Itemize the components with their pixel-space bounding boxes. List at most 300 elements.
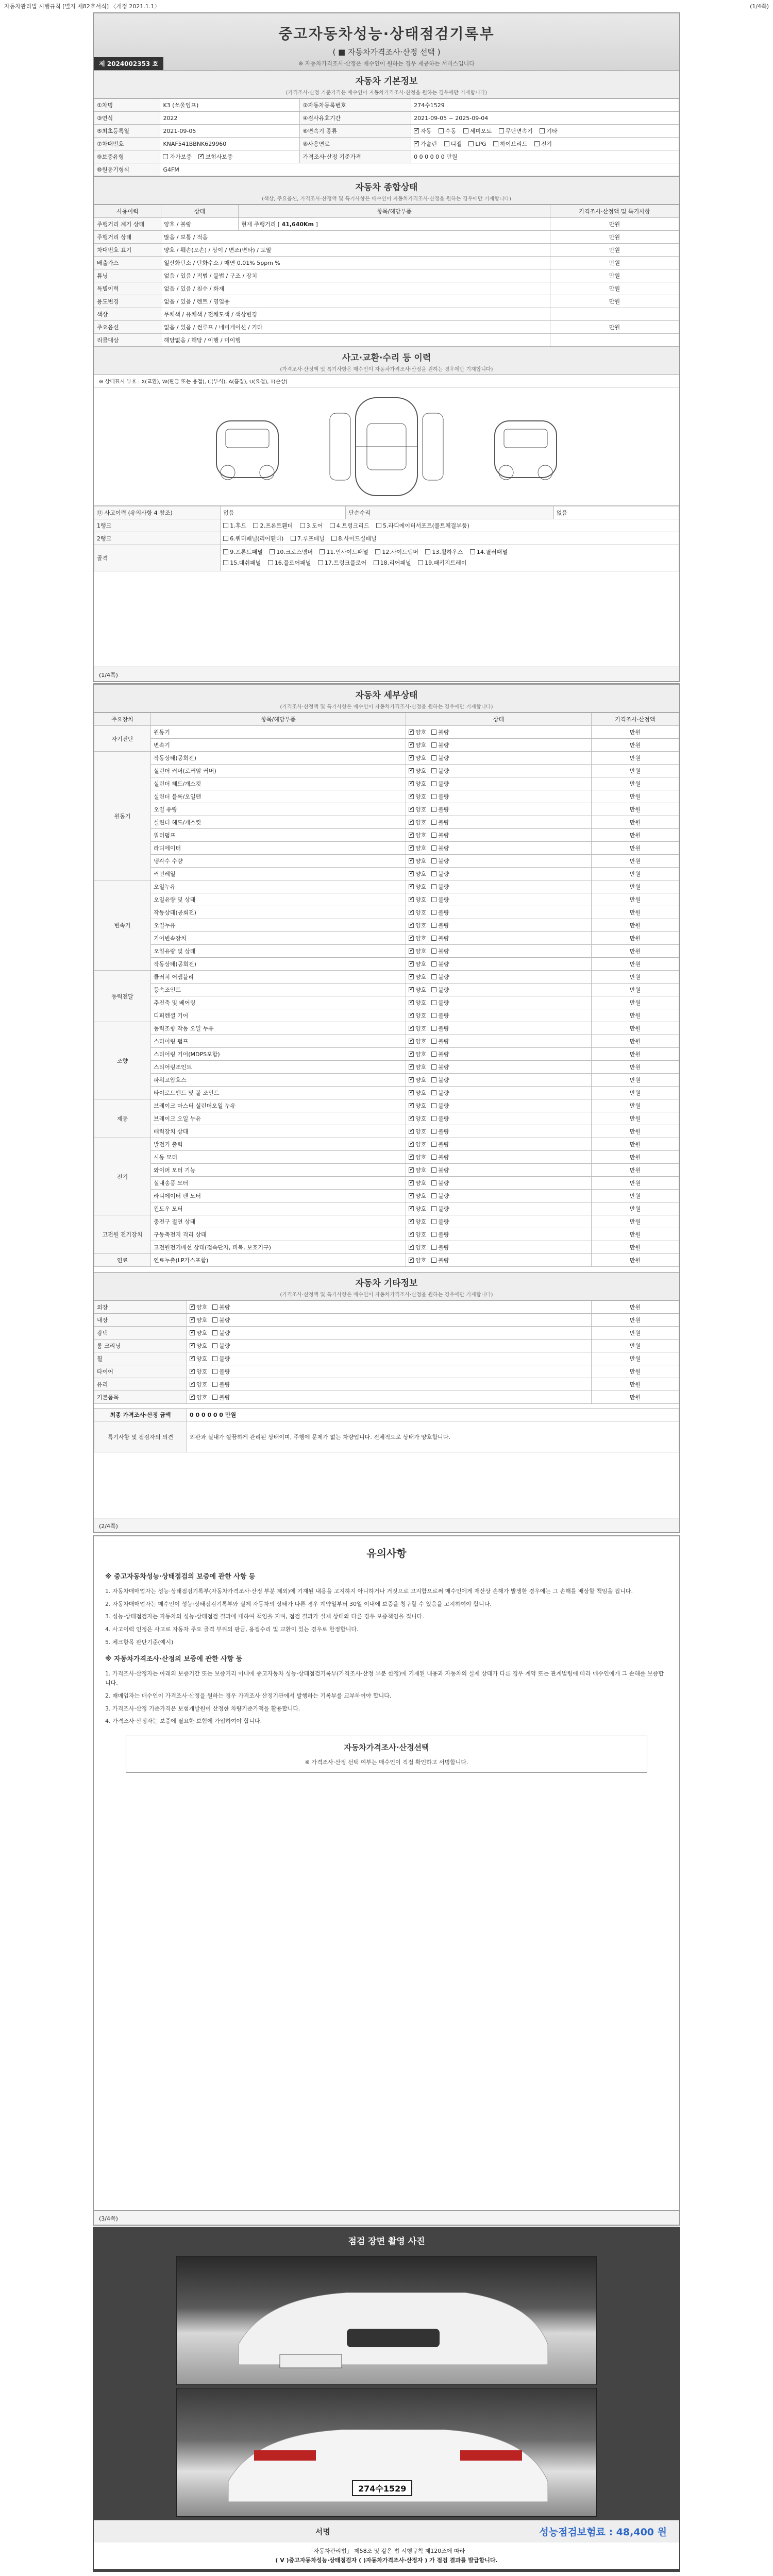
checkbox-icon	[375, 549, 380, 554]
detail-item-label: 실린더 헤드/개스킷	[151, 777, 406, 790]
detail-item-label: 타이로드엔드 및 볼 조인트	[151, 1087, 406, 1099]
checkbox-icon	[190, 1304, 195, 1310]
state-good-label: 양호	[415, 781, 427, 787]
other-row	[94, 1352, 679, 1365]
detail-item-label: 파워고압호스	[151, 1074, 406, 1087]
simple-repair-label: 단순수리	[346, 506, 553, 519]
detail-row	[94, 829, 679, 842]
checkbox-icon	[431, 1064, 436, 1070]
detail-row	[94, 765, 679, 777]
state-good-label: 양호	[415, 806, 427, 813]
mileage-label: 현재 주행거리	[241, 221, 276, 228]
license-plate: 274수1529	[352, 2480, 412, 2496]
checkbox-icon	[431, 1013, 436, 1018]
detail-row	[94, 1022, 679, 1035]
detail-row	[94, 1177, 679, 1190]
panel-item: 10.크로스멤버	[276, 549, 313, 555]
state-good-label: 양호	[415, 1077, 427, 1083]
other-row-state	[187, 1391, 592, 1404]
page-number: (1/4쪽)	[99, 672, 118, 679]
state-bad-label: 불량	[438, 871, 449, 877]
checkbox-icon	[493, 141, 498, 146]
checkbox-icon	[414, 128, 419, 133]
checkbox-icon	[409, 1090, 414, 1095]
checkbox-icon	[431, 755, 436, 760]
state-good-label: 양호	[415, 961, 427, 968]
frame-label: 골격	[94, 545, 221, 571]
checkbox-icon	[409, 730, 414, 735]
other-heading: 자동차 기타정보	[355, 1278, 418, 1289]
panel-item: 6.쿼터패널(리어휀더)	[230, 535, 284, 542]
checkbox-icon	[409, 1219, 414, 1224]
detail-item-price: 만원	[592, 1048, 679, 1061]
checkbox-icon	[376, 523, 381, 528]
checkbox-icon	[431, 1258, 436, 1263]
summary-row-note: 만원	[550, 321, 679, 334]
detail-group-label: 고전원 전기장치	[94, 1215, 151, 1254]
checkbox-icon	[212, 1330, 217, 1335]
detail-item-state	[406, 1035, 592, 1048]
checkbox-icon	[291, 536, 296, 541]
other-row-state	[187, 1378, 592, 1391]
detail-item-price: 만원	[592, 1190, 679, 1202]
rank2-label: 2랭크	[94, 532, 221, 545]
detail-item-state	[406, 1112, 592, 1125]
fuel-option: 가솔린	[421, 141, 438, 147]
checkbox-icon	[409, 1116, 414, 1121]
state-bad-label: 불량	[438, 961, 449, 968]
detail-row	[94, 971, 679, 984]
other-row	[94, 1340, 679, 1352]
checkbox-icon	[431, 936, 436, 941]
detail-item-state	[406, 971, 592, 984]
checkbox-icon	[223, 560, 228, 565]
state-bad-label: 불량	[438, 768, 449, 774]
detail-item-state	[406, 1061, 592, 1074]
warranty-label: ⑨보증유형	[94, 150, 160, 163]
checkbox-icon	[212, 1343, 217, 1348]
state-bad-label: 불량	[438, 819, 449, 826]
panel-item: 11.인사이드패널	[326, 549, 368, 555]
panel-item: 14.필러패널	[476, 549, 508, 555]
detail-item-label: 시동 모터	[151, 1151, 406, 1164]
basic-info-subheading: (가격조사·산정 기준가격은 매수인이 자동차가격조사·산정을 원하는 경우에만 기재합니다)	[285, 90, 488, 96]
detail-group-label: 전기	[94, 1138, 151, 1215]
detail-item-label: 동력조향 작동 오일 누유	[151, 1022, 406, 1035]
detail-item-label: 브레이크 오일 누유	[151, 1112, 406, 1125]
photo-section-title: 점검 장면 촬영 사진	[94, 2228, 679, 2253]
state-good-label: 양호	[415, 768, 427, 774]
checkbox-icon	[300, 523, 305, 528]
panel-item: 12.사이드멤버	[382, 549, 418, 555]
checkbox-icon	[431, 1219, 436, 1224]
panel-item: 3.도어	[306, 522, 323, 529]
checkbox-icon	[409, 1232, 414, 1237]
detail-row	[94, 945, 679, 958]
total-label: 최종 가격조사·산정 금액	[94, 1409, 187, 1421]
state-bad-label: 불량	[438, 1025, 449, 1032]
state-good-label: 양호	[415, 1025, 427, 1032]
detail-item-state	[406, 739, 592, 752]
detail-row	[94, 1112, 679, 1125]
other-row-price: 만원	[592, 1391, 679, 1404]
other-row-label: 타이어	[94, 1365, 187, 1378]
detail-item-state	[406, 984, 592, 996]
state-good-label: 양호	[415, 729, 427, 736]
fuel-option: 하이브리드	[500, 141, 528, 147]
detail-item-state	[406, 1099, 592, 1112]
frame-items	[221, 545, 679, 571]
checkbox-icon	[431, 961, 436, 967]
panel-item: 8.사이드실패널	[338, 535, 377, 542]
form-legal-reference: 자동차관리법 시행규칙 [별지 제82호서식] 〈개정 2021.1.1〉	[4, 3, 160, 10]
state-good-label: 양호	[415, 845, 427, 852]
summary-row-label: 배출가스	[94, 257, 161, 269]
transmission-option: 세미오토	[469, 128, 492, 134]
checkbox-icon	[431, 1116, 436, 1121]
first-reg-label: ⑤최초등록일	[94, 125, 160, 138]
state-bad-label: 불량	[438, 987, 449, 993]
detail-item-state	[406, 1241, 592, 1254]
checkbox-icon	[470, 549, 475, 554]
detail-item-state	[406, 932, 592, 945]
state-bad-label: 불량	[438, 1128, 449, 1135]
basic-info-table	[94, 98, 679, 176]
checkbox-icon	[409, 807, 414, 812]
state-bad-label: 불량	[438, 1077, 449, 1083]
state-bad-label: 불량	[438, 935, 449, 942]
state-bad-label: 불량	[438, 974, 449, 980]
checkbox-icon	[374, 560, 379, 565]
checkbox-icon	[198, 154, 204, 159]
state-bad-label: 불량	[438, 845, 449, 852]
detail-item-state	[406, 1022, 592, 1035]
state-good-label: 양호	[196, 1304, 208, 1311]
car-front-view-diagram	[201, 395, 294, 498]
checkbox-icon	[431, 1142, 436, 1147]
summary-row-label: 리콜대상	[94, 334, 161, 347]
detail-item-label: 실린더 헤드/개스킷	[151, 816, 406, 829]
detail-item-label: 라디에이터	[151, 842, 406, 855]
state-good-label: 양호	[415, 935, 427, 942]
checkbox-icon	[431, 730, 436, 735]
summary-table	[94, 205, 679, 347]
checkbox-icon	[540, 128, 545, 133]
state-bad-label: 불량	[438, 896, 449, 903]
detail-group-label: 변속기	[94, 880, 151, 971]
summary-row-state: 없음 / 있음 / 썬루프 / 네비게이션 / 기타	[161, 321, 550, 334]
detail-item-label: 오일누유	[151, 919, 406, 932]
summary-row-state: 많음 / 보통 / 적음	[161, 231, 550, 244]
detail-item-state	[406, 1215, 592, 1228]
total-value: 0 0 0 0 0 0 만원	[187, 1409, 679, 1421]
state-bad-label: 불량	[438, 793, 449, 800]
legal-line-1: 「자동차관리법」 제58조 및 같은 법 시행규칙 제120조에 따라	[308, 2548, 465, 2554]
checkbox-icon	[212, 1382, 217, 1387]
other-row-price: 만원	[592, 1301, 679, 1314]
checkbox-icon	[409, 987, 414, 992]
state-bad-label: 불량	[219, 1381, 230, 1388]
basic-info-section-title	[94, 70, 679, 98]
state-bad-label: 불량	[438, 1206, 449, 1212]
notice-item: 1. 자동차매매업자는 성능·상태점검기록부(자동차가격조사·산정 부분 제외)에 기재된 내용을 고지하지 아니하거나 거짓으로 고지함으로써 매수인에게 재산상 손해가 발생한 경우에는 그 손해를 배상할 책임을 집니다.	[105, 1588, 633, 1595]
detail-group-label: 조향	[94, 1022, 151, 1099]
summary-row-state: 무채색 / 유채색 / 전체도색 / 색상변경	[161, 308, 550, 321]
state-bad-label: 불량	[438, 1051, 449, 1058]
panel-item: 17.트렁크플로어	[324, 559, 367, 566]
detail-item-price: 만원	[592, 1177, 679, 1190]
checkbox-icon	[431, 1180, 436, 1185]
detail-item-label: 스티어링 펌프	[151, 1035, 406, 1048]
summary-row-state: 없음 / 있음 / 침수 / 화재	[161, 282, 550, 295]
detail-subheading: (가격조사·산정액 및 특기사항은 매수인이 자동차가격조사·산정을 원하는 경우에만 기재합니다)	[280, 704, 493, 710]
checkbox-icon	[431, 884, 436, 889]
detail-item-label: 충전구 절연 상태	[151, 1215, 406, 1228]
mileage-cell: 현재 주행거리 [ 41,640Km ]	[239, 218, 550, 231]
state-good-label: 양호	[415, 1193, 427, 1199]
transmission-option: 자동	[421, 128, 432, 134]
state-good-label: 양호	[415, 819, 427, 826]
other-row-price: 만원	[592, 1352, 679, 1365]
detail-row	[94, 1190, 679, 1202]
warranty-options	[160, 150, 300, 163]
detail-item-price: 만원	[592, 1074, 679, 1087]
car-front-photo	[177, 2257, 597, 2385]
checkbox-icon	[431, 807, 436, 812]
summary-row-state: 양호 / 불량	[161, 218, 239, 231]
detail-row	[94, 1202, 679, 1215]
year-label: ③연식	[94, 112, 160, 125]
state-good-label: 양호	[415, 858, 427, 865]
detail-item-label: 구동축전지 격리 상태	[151, 1228, 406, 1241]
state-bad-label: 불량	[219, 1394, 230, 1401]
summary-col-price: 가격조사·산정액 및 특기사항	[550, 205, 679, 218]
state-good-label: 양호	[415, 1012, 427, 1019]
detail-item-label: 고전원전기배선 상태(접속단자, 피복, 보호기구)	[151, 1241, 406, 1254]
price-selection-title: 자동차가격조사·산정선택	[344, 1743, 429, 1753]
state-good-label: 양호	[415, 1128, 427, 1135]
detail-item-price: 만원	[592, 932, 679, 945]
panel-item: 1.후드	[230, 522, 246, 529]
state-bad-label: 불량	[219, 1317, 230, 1324]
state-bad-label: 불량	[438, 1141, 449, 1148]
detail-item-price: 만원	[592, 880, 679, 893]
checkbox-icon	[409, 923, 414, 928]
checkbox-icon	[409, 961, 414, 967]
detail-row	[94, 1009, 679, 1022]
legal-line-2: ( V )중고자동차성능·상태점검자 ( )자동차가격조사·산정자 ) 가 점검 결과를 발급합니다.	[275, 2556, 498, 2564]
state-bad-label: 불량	[438, 1218, 449, 1225]
basic-info-heading: 자동차 기본정보	[355, 76, 418, 87]
detail-item-state	[406, 1151, 592, 1164]
checkbox-icon	[223, 549, 228, 554]
fuel-option: 전기	[541, 141, 552, 147]
state-bad-label: 불량	[438, 909, 449, 916]
detail-item-price: 만원	[592, 868, 679, 880]
state-good-label: 양호	[415, 987, 427, 993]
year-value: 2022	[160, 112, 300, 125]
detail-item-price: 만원	[592, 829, 679, 842]
document-number: 제 2024002353 호	[94, 57, 163, 70]
other-section-title	[94, 1272, 679, 1300]
checkbox-icon	[431, 1193, 436, 1198]
checkbox-icon	[414, 141, 419, 146]
checkbox-icon	[253, 523, 258, 528]
state-bad-label: 불량	[219, 1343, 230, 1349]
state-bad-label: 불량	[438, 858, 449, 865]
state-bad-label: 불량	[438, 755, 449, 761]
checkbox-icon	[431, 1129, 436, 1134]
state-good-label: 양호	[415, 832, 427, 839]
notice-item: 2. 매매업자는 매수인이 가격조사·산정을 원하는 경우 가격조사·산정기관에서 발행하는 기록부를 교부하여야 합니다.	[105, 1692, 392, 1699]
detail-item-price: 만원	[592, 984, 679, 996]
checkbox-icon	[431, 1077, 436, 1082]
summary-col-state: 상태	[161, 205, 239, 218]
detail-item-price: 만원	[592, 1138, 679, 1151]
detail-item-price: 만원	[592, 1254, 679, 1267]
checkbox-icon	[223, 536, 228, 541]
page-number: (3/4쪽)	[99, 2215, 118, 2222]
panel-item: 2.프론트휀더	[260, 522, 293, 529]
state-good-label: 양호	[415, 755, 427, 761]
panel-item: 16.플로어패널	[274, 559, 311, 566]
state-good-label: 양호	[415, 1167, 427, 1174]
checkbox-icon	[190, 1343, 195, 1348]
detail-item-state	[406, 803, 592, 816]
state-bad-label: 불량	[438, 1257, 449, 1264]
checkbox-icon	[409, 1077, 414, 1082]
other-subheading: (가격조사·산정액 및 특기사항은 매수인이 자동차가격조사·산정을 원하는 경우에만 기재합니다)	[280, 1292, 493, 1298]
accident-heading: 사고·교환·수리 등 이력	[342, 353, 431, 363]
checkbox-icon	[409, 755, 414, 760]
detail-group-label: 제동	[94, 1099, 151, 1138]
detail-item-state	[406, 1125, 592, 1138]
summary-col-history: 사용이력	[94, 205, 161, 218]
total-table	[94, 1408, 679, 1452]
detail-row	[94, 919, 679, 932]
record-page-3	[93, 1535, 680, 2226]
detail-group-label: 자기진단	[94, 726, 151, 752]
summary-heading: 자동차 종합상태	[355, 182, 418, 193]
detail-item-price: 만원	[592, 1061, 679, 1074]
state-good-label: 양호	[415, 1103, 427, 1109]
detail-item-label: 실린더 커버(로커암 커버)	[151, 765, 406, 777]
detail-item-price: 만원	[592, 855, 679, 868]
summary-row-state: 해당없음 / 해당 / 이행 / 미이행	[161, 334, 550, 347]
detail-item-state	[406, 1048, 592, 1061]
form-header-note	[0, 0, 773, 11]
page-footer	[94, 667, 679, 681]
detail-group-label: 원동기	[94, 752, 151, 880]
detail-item-label: 커먼레일	[151, 868, 406, 880]
state-good-label: 양호	[415, 1090, 427, 1096]
record-page-1	[93, 12, 680, 682]
state-bad-label: 불량	[219, 1330, 230, 1336]
panel-item: 19.패키지트레이	[425, 559, 467, 566]
summary-row-label: 주행거리 계기 상태	[94, 218, 161, 231]
checkbox-icon	[431, 871, 436, 876]
other-row-label: 룸 크리닝	[94, 1340, 187, 1352]
vin-value: KNAF541BBNK629960	[160, 138, 300, 150]
detail-item-label: 작동상태(공회전)	[151, 958, 406, 971]
rank2-items	[221, 532, 679, 545]
summary-row-note	[550, 334, 679, 347]
inspection-photo-rear	[176, 2388, 597, 2517]
state-good-label: 양호	[196, 1394, 208, 1401]
other-row	[94, 1378, 679, 1391]
notice-title: 유의사항	[366, 1547, 407, 1560]
summary-row-note: 만원	[550, 257, 679, 269]
detail-item-state	[406, 906, 592, 919]
detail-row	[94, 880, 679, 893]
price-selection-box	[126, 1736, 647, 1773]
detail-row	[94, 1099, 679, 1112]
detail-item-state	[406, 880, 592, 893]
checkbox-icon	[499, 128, 504, 133]
detail-item-label: 실내송풍 모터	[151, 1177, 406, 1190]
detail-item-price: 만원	[592, 803, 679, 816]
checkbox-icon	[431, 1103, 436, 1108]
detail-item-price: 만원	[592, 816, 679, 829]
state-good-label: 양호	[196, 1330, 208, 1336]
vin-label: ⑦차대번호	[94, 138, 160, 150]
detail-item-price: 만원	[592, 1215, 679, 1228]
detail-item-price: 만원	[592, 1022, 679, 1035]
record-page-4	[93, 2227, 680, 2572]
detail-row	[94, 777, 679, 790]
detail-item-state	[406, 1254, 592, 1267]
checkbox-icon	[431, 1206, 436, 1211]
detail-row	[94, 1035, 679, 1048]
other-row-state	[187, 1301, 592, 1314]
detail-item-price: 만원	[592, 1099, 679, 1112]
other-row-state	[187, 1314, 592, 1327]
detail-item-state	[406, 1228, 592, 1241]
page-footer	[94, 2210, 679, 2225]
plate-value: 274수1529	[411, 99, 679, 112]
legal-statement	[94, 2543, 679, 2569]
detail-item-label: 작동상태(공회전)	[151, 752, 406, 765]
other-row-label: 기본품목	[94, 1391, 187, 1404]
checkbox-icon	[409, 1013, 414, 1018]
state-good-label: 양호	[415, 1180, 427, 1187]
detail-col-state: 상태	[406, 713, 592, 726]
checkbox-icon	[190, 1369, 195, 1374]
detail-item-label: 스티어링 기어(MDPS포함)	[151, 1048, 406, 1061]
detail-item-price: 만원	[592, 1151, 679, 1164]
checkbox-icon	[270, 549, 275, 554]
summary-row-state: 없음 / 있음 / 적법 / 불법 / 구조 / 장치	[161, 269, 550, 282]
car-name-value: K3 (쏘울임프)	[160, 99, 300, 112]
simple-repair-value: 없음	[553, 506, 679, 519]
checkbox-icon	[425, 549, 430, 554]
detail-row	[94, 790, 679, 803]
detail-item-price: 만원	[592, 919, 679, 932]
other-row-state	[187, 1352, 592, 1365]
detail-row	[94, 1061, 679, 1074]
detail-item-label: 라디에이터 팬 모터	[151, 1190, 406, 1202]
checkbox-icon	[212, 1395, 217, 1400]
state-bad-label: 불량	[438, 1115, 449, 1122]
checkbox-icon	[463, 128, 468, 133]
state-bad-label: 불량	[219, 1368, 230, 1375]
summary-section-title	[94, 176, 679, 205]
detail-item-label: 작동상태(공회전)	[151, 906, 406, 919]
checkbox-icon	[431, 1090, 436, 1095]
notice-section-1: ※ 중고자동차성능·상태점검의 보증에 관한 사항 등	[105, 1573, 256, 1581]
checkbox-icon	[431, 1026, 436, 1031]
state-bad-label: 불량	[438, 1231, 449, 1238]
